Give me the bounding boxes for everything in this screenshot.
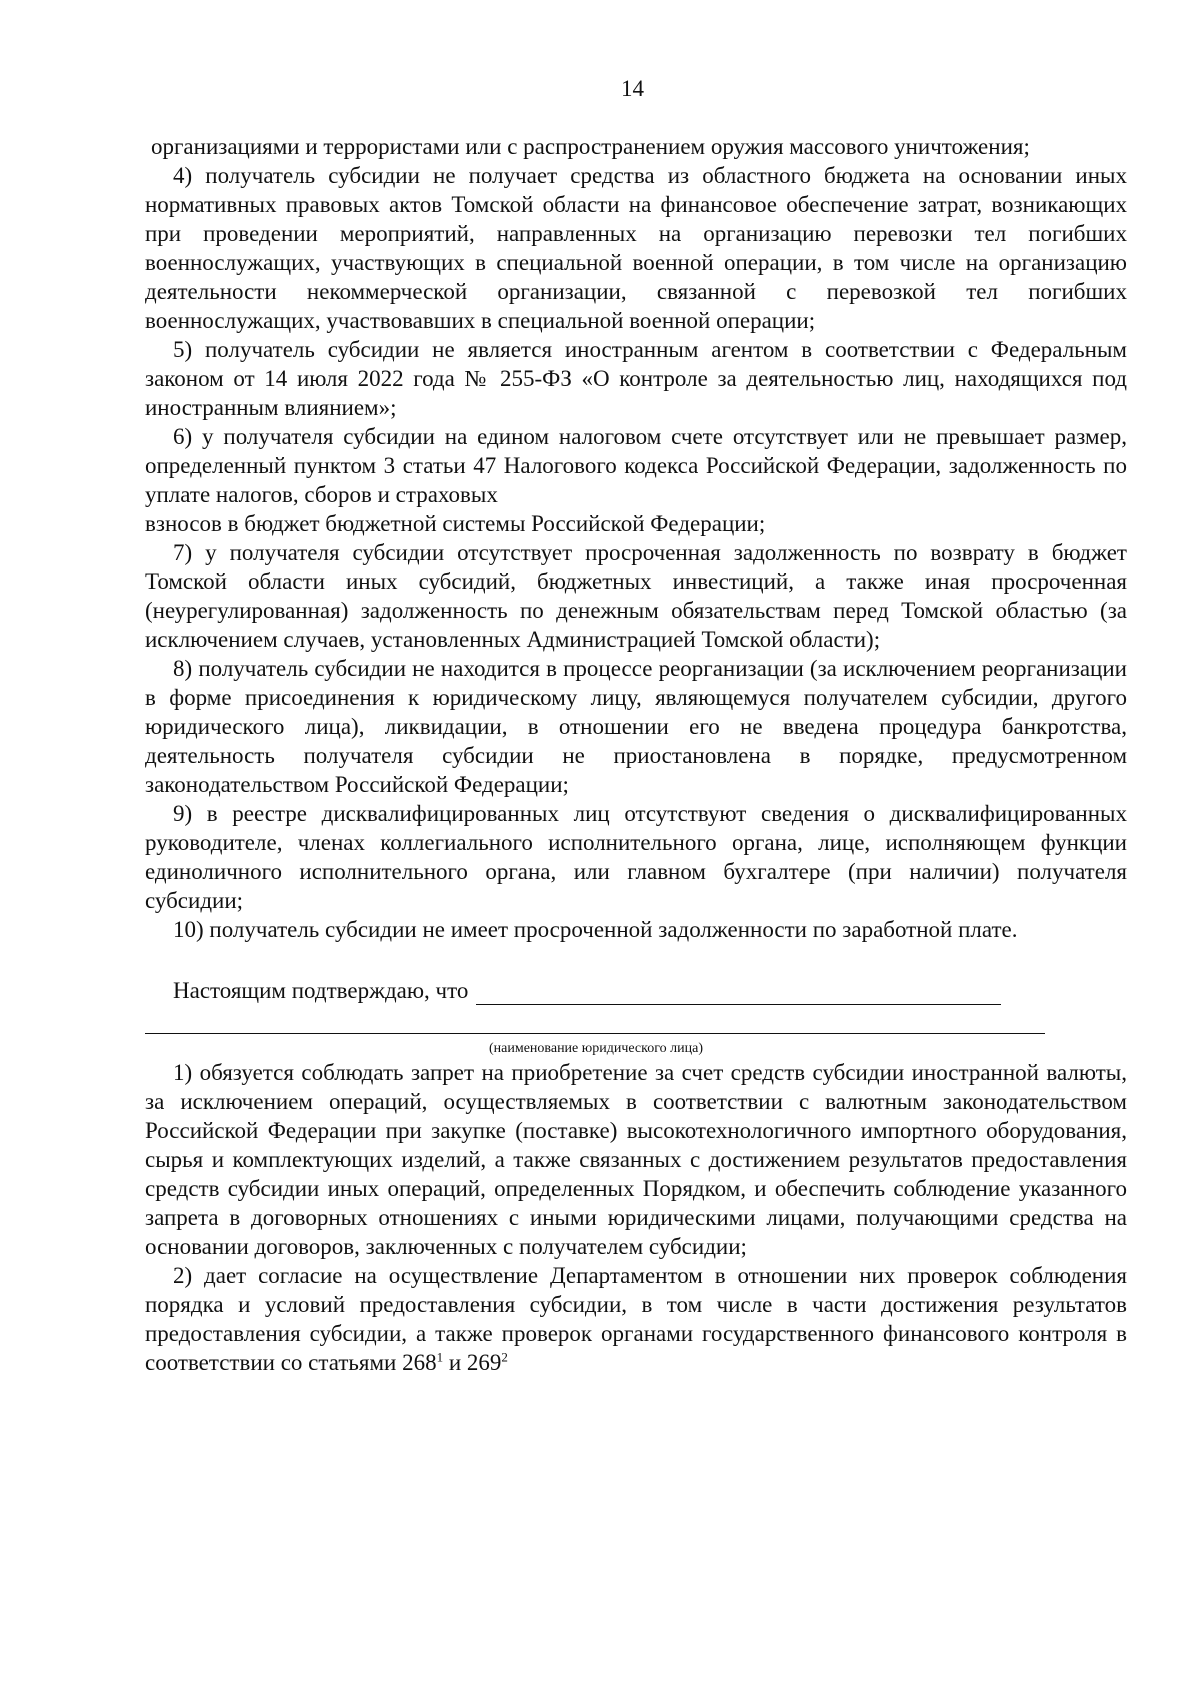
paragraph-item-5: 5) получатель субсидии не является иностранным агентом в соответствии с Федеральным законом от 14 июля 2022 года № 255-ФЗ «О контроле за деятельностью лиц, находящихся под иностранным влиянием»; (145, 337, 1127, 420)
obligation-item-2-text: 2) дает согласие на осуществление Департаментом в отношении них проверок соблюдения порядка и условий предоставления субсидии, в том числе в части достижения результатов предоставления субсидии, а также проверок органами государственного финансового контроля в соответствии со статьями (145, 1263, 1127, 1375)
paragraph-item-6-tail: взносов в бюджет бюджетной системы Российской Федерации; (145, 511, 766, 536)
article-reference-2: 269 (466, 1350, 502, 1375)
confirmation-line (145, 976, 1127, 1005)
article-reference-1: 268 (402, 1350, 437, 1375)
obligation-item-2 (145, 1261, 1127, 1377)
obligation-item-1: 1) обязуется соблюдать запрет на приобретение за счет средств субсидии иностранной валюты, за исключением операций, осуществляемых в соответствии с валютным законодательством Российской Федерации при закупке (поставке) высокотехнологичного импортного оборудования, сырья и комплектующих изделий, а также связанных с достижением результатов предоставления средств субсидии иных операций, определенных Порядком, и обеспечить соблюдение указанного запрета в договорных отношениях с иными юридическими лицами, получающими средства на основании договоров, заключенных с получателем субсидии; (145, 1060, 1127, 1259)
paragraph-item-10: 10) получатель субсидии не имеет просроченной задолженности по заработной плате. (173, 917, 1018, 942)
document-body (145, 132, 1127, 1377)
paragraph-continuation: организациями и террористами или с распространением оружия массового уничтожения; (151, 134, 1030, 159)
article-reference-1-superscript: 1 (436, 1349, 444, 1365)
entity-name-blank[interactable] (476, 980, 1001, 1005)
confirmation-label: Настоящим подтверждаю, что (173, 978, 469, 1003)
paragraph-item-4: 4) получатель субсидии не получает средства из областного бюджета на основании иных нормативных правовых актов Томской области на финансовое обеспечение затрат, возникающих при проведении мероприятий, направленных на организацию перевозки тел погибших военнослужащих, участвующих в специальной военной операции, в том числе на организацию деятельности некоммерческой организации, связанной с перевозкой тел погибших военнослужащих, участвовавших в специальной военной операции; (145, 163, 1127, 333)
article-reference-2-superscript: 2 (501, 1349, 508, 1365)
entity-name-caption: (наименование юридического лица) (489, 1041, 703, 1056)
entity-name-blank-continued[interactable] (145, 1005, 1045, 1034)
paragraph-item-6: 6) у получателя субсидии на едином налоговом счете отсутствует или не превышает размер, определенный пунктом 3 статьи 47 Налогового кодекса Российской Федерации, задолженность по уплате налогов, сборов и страховых (145, 424, 1127, 507)
page-number: 14 (621, 76, 644, 101)
paragraph-item-8: 8) получатель субсидии не находится в процессе реорганизации (за исключением реорганизации в форме присоединения к юридическому лицу, являющемуся получателем субсидии, другого юридического лица), ликвидации, в отношении его не введена процедура банкротства, деятельность получателя субсидии не приостановлена в порядке, предусмотренном законодательством Российской Федерации; (145, 656, 1127, 797)
paragraph-item-7: 7) у получателя субсидии отсутствует просроченная задолженность по возврату в бюджет Томской области иных субсидий, бюджетных инвестиций, а также иная просроченная (неурегулированная) задолженность по денежным обязательствам перед Томской областью (за исключением случаев, установленных Администрацией Томской области); (145, 540, 1127, 652)
paragraph-item-9: 9) в реестре дисквалифицированных лиц отсутствуют сведения о дисквалифицированных руководителе, членах коллегиального исполнительного органа, лице, исполняющем функции единоличного исполнительного органа, или главном бухгалтере (при наличии) получателя субсидии; (145, 801, 1127, 913)
conjunction-and: и (448, 1350, 462, 1375)
